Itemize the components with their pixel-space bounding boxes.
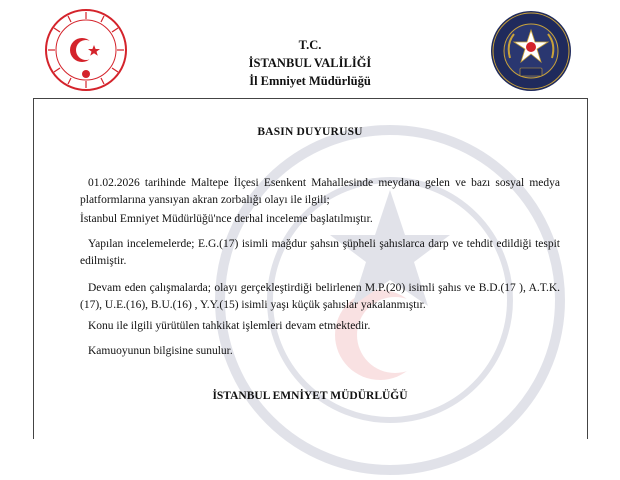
heading-line-directorate: İl Emniyet Müdürlüğü xyxy=(249,74,371,88)
governorship-seal-icon xyxy=(44,8,128,92)
paragraph-investigation-started: İstanbul Emniyet Müdürlüğü'nce derhal inceleme başlatılmıştır. xyxy=(80,213,373,225)
issuer-heading xyxy=(180,36,440,90)
heading-line-tc: T.C. xyxy=(298,38,322,52)
heading-line-governorship: İSTANBUL VALİLİĞİ xyxy=(248,56,372,70)
paragraph-ongoing: Konu ile ilgili yürütülen tahkikat işlemleri devam etmektedir. xyxy=(88,320,371,332)
document-title: BASIN DUYURUSU xyxy=(257,126,363,138)
letterhead xyxy=(0,0,620,100)
paragraph-closing: Kamuoyunun bilgisine sunulur. xyxy=(88,345,233,357)
paragraph-findings: Yapılan incelemelerde; E.G.(17) isimli mağdur şahsın şüpheli şahıslarca darp ve tehdit edildiği tespit edilmiştir. xyxy=(80,238,560,267)
police-emblem-icon xyxy=(490,10,572,92)
paragraph-incident: 01.02.2026 tarihinde Maltepe İlçesi Esenkent Mahallesinde meydana gelen ve bazı sosyal medya platformlarına yansıyan akran zorbalığı olayı ile ilgili; xyxy=(80,177,560,206)
paragraph-arrests: Devam eden çalışmalarda; olayı gerçekleştirdiği belirlenen M.P.(20) isimli şahıs ve B.D.(17 ), A.T.K.(17), U.E.(16), B.U.(16) , Y.Y.(15) isimli yaşı küçük şahıslar yakalanmıştır. xyxy=(80,282,560,311)
signature-block: İSTANBUL EMNİYET MÜDÜRLÜĞÜ xyxy=(212,390,408,402)
